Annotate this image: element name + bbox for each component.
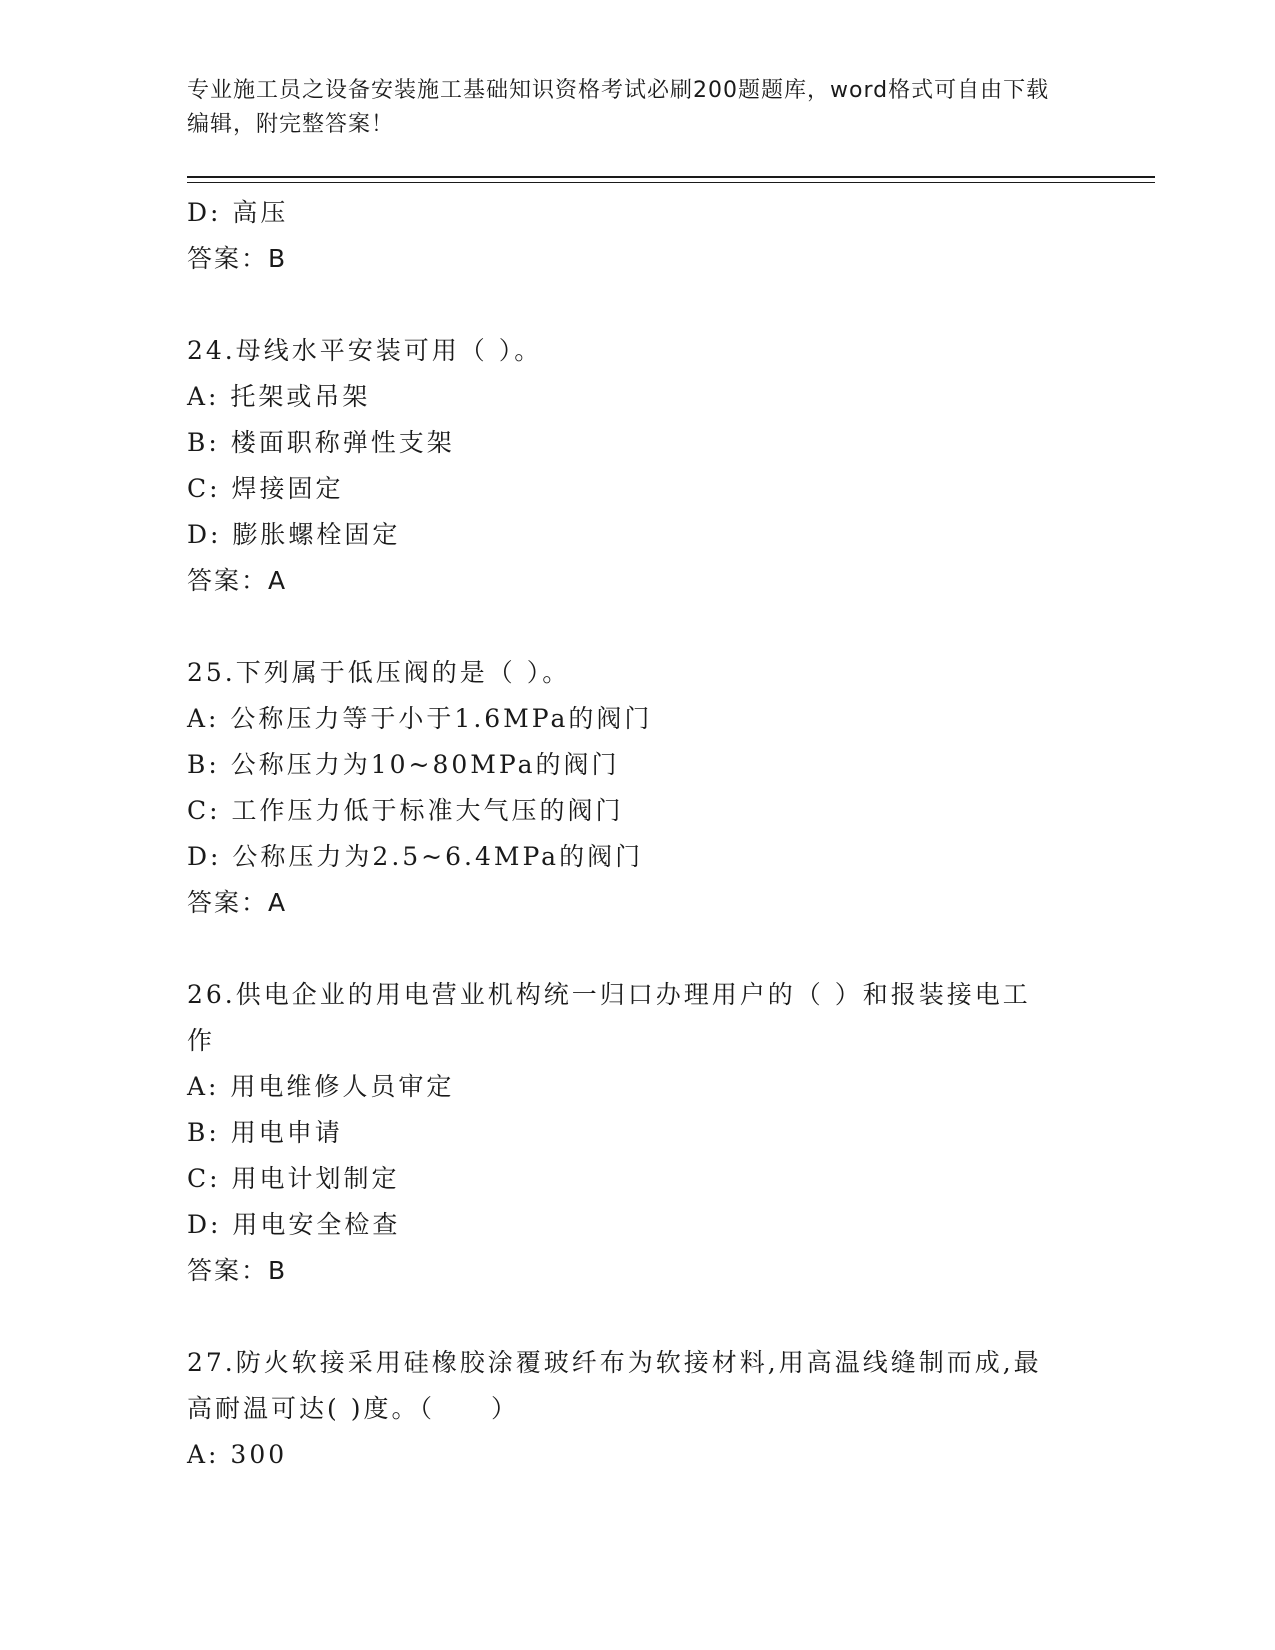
answer-line: 答案：A <box>187 888 288 917</box>
option-a: A: 公称压力等于小于1.6MPa的阀门 <box>187 704 653 733</box>
option-d: D: 高压 <box>187 198 289 227</box>
option-d: D: 膨胀螺栓固定 <box>187 520 401 549</box>
option-b: B: 楼面职称弹性支架 <box>187 428 455 457</box>
option-a: A: 用电维修人员审定 <box>187 1072 455 1101</box>
header-rule-thin <box>187 182 1155 183</box>
question-stem: 24.母线水平安装可用（ ）。 <box>187 336 543 365</box>
option-c: C: 工作压力低于标准大气压的阀门 <box>187 796 624 825</box>
option-a: A: 300 <box>187 1440 288 1469</box>
question-block-25 <box>187 650 1087 926</box>
option-a: A: 托架或吊架 <box>187 382 371 411</box>
answer-line: 答案：B <box>187 1256 288 1285</box>
option-b: B: 公称压力为10~80MPa的阀门 <box>187 750 620 779</box>
option-d: D: 公称压力为2.5~6.4MPa的阀门 <box>187 842 644 871</box>
question-list <box>187 190 1087 1478</box>
answer-line: 答案：B <box>187 244 288 273</box>
question-stem: 26.供电企业的用电营业机构统一归口办理用户的（ ）和报装接电工作 <box>187 980 1031 1055</box>
question-block-24 <box>187 328 1087 604</box>
question-stem: 25.下列属于低压阀的是（ ）。 <box>187 658 571 687</box>
option-d: D: 用电安全检查 <box>187 1210 401 1239</box>
option-c: C: 用电计划制定 <box>187 1164 400 1193</box>
question-block-27 <box>187 1340 1087 1478</box>
question-block-26 <box>187 972 1087 1294</box>
answer-line: 答案：A <box>187 566 288 595</box>
document-header: 专业施工员之设备安装施工基础知识资格考试必刷200题题库，word格式可自由下载编辑，附完整答案！ <box>187 78 1050 137</box>
option-b: B: 用电申请 <box>187 1118 343 1147</box>
option-c: C: 焊接固定 <box>187 474 344 503</box>
header-rule-thick <box>187 176 1155 178</box>
question-stem: 27.防火软接采用硅橡胶涂覆玻纤布为软接材料,用高温线缝制而成,最高耐温可达( )度。（ ） <box>187 1348 1042 1423</box>
question-block-23 <box>187 190 1087 282</box>
